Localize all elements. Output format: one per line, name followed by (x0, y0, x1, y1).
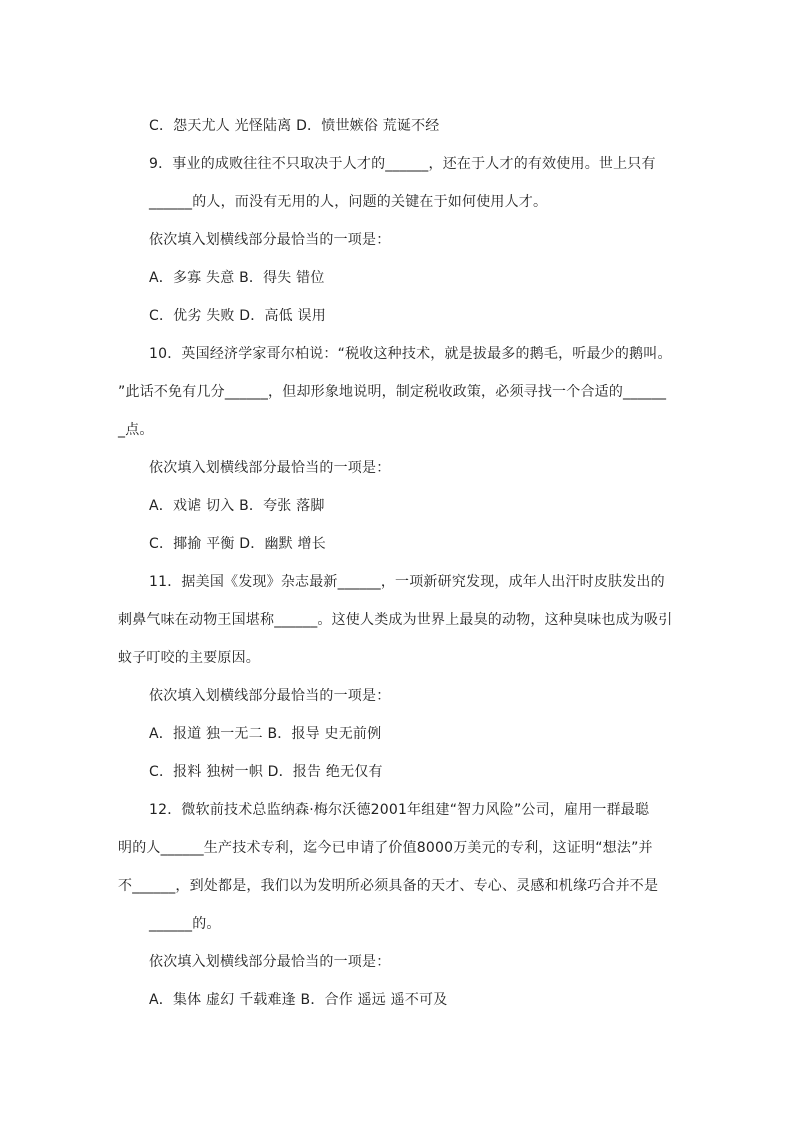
question-11-line-1: 11．据美国《发现》杂志最新______，一项新研究发现，成年人出汗时皮肤发出的 (149, 574, 665, 590)
instruction-9: 依次填入划横线部分最恰当的一项是： (149, 232, 391, 248)
option-line-12ab: A．集体 虚幻 千载难逢 B．合作 遥远 遥不可及 (149, 992, 448, 1008)
question-12-line-1: 12．微软前技术总监纳森·梅尔沃德2001年组建“智力风险”公司，雇用一群最聪 (149, 802, 650, 818)
question-12-line-3: 不______，到处都是，我们以为发明所必须具备的天才、专心、灵感和机缘巧合并不是 (118, 878, 659, 894)
option-line-11ab: A．报道 独一无二 B．报导 史无前例 (149, 726, 382, 742)
option-line-9ab: A．多寡 失意 B．得失 错位 (149, 270, 325, 286)
question-9-line-1: 9．事业的成败往往不只取决于人才的______，还在于人才的有效使用。世上只有 (149, 156, 656, 172)
instruction-12: 依次填入划横线部分最恰当的一项是： (149, 954, 391, 970)
option-line-10ab: A．戏谑 切入 B．夸张 落脚 (149, 498, 325, 514)
option-line-10cd: C．揶揄 平衡 D．幽默 增长 (149, 536, 326, 552)
question-12-line-2: 明的人______生产技术专利，迄今已申请了价值8000万美元的专利，这证明“想法”并 (118, 840, 653, 856)
question-11-line-2: 刺鼻气味在动物王国堪称______。这使人类成为世界上最臭的动物，这种臭味也成为吸引 (118, 612, 673, 628)
instruction-11: 依次填入划横线部分最恰当的一项是： (149, 688, 391, 704)
question-10-line-2: ”此话不免有几分______，但却形象地说明，制定税收政策，必须寻找一个合适的______ (118, 384, 667, 400)
question-11-line-3: 蚊子叮咬的主要原因。 (118, 650, 260, 666)
question-12-line-4: ______的。 (149, 916, 221, 932)
option-line-11cd: C．报料 独树一帜 D．报告 绝无仅有 (149, 764, 383, 780)
question-9-line-2: ______的人，而没有无用的人，问题的关键在于如何使用人才。 (149, 194, 548, 210)
instruction-10: 依次填入划横线部分最恰当的一项是： (149, 460, 391, 476)
question-10-line-1: 10．英国经济学家哥尔柏说：“税收这种技术，就是拔最多的鹅毛，听最少的鹅叫。 (149, 346, 672, 362)
option-line-8cd: C．怨天尤人 光怪陆离 D．愤世嫉俗 荒诞不经 (149, 118, 440, 134)
question-10-line-3: _点。 (118, 422, 154, 438)
option-line-9cd: C．优劣 失败 D．高低 误用 (149, 308, 326, 324)
